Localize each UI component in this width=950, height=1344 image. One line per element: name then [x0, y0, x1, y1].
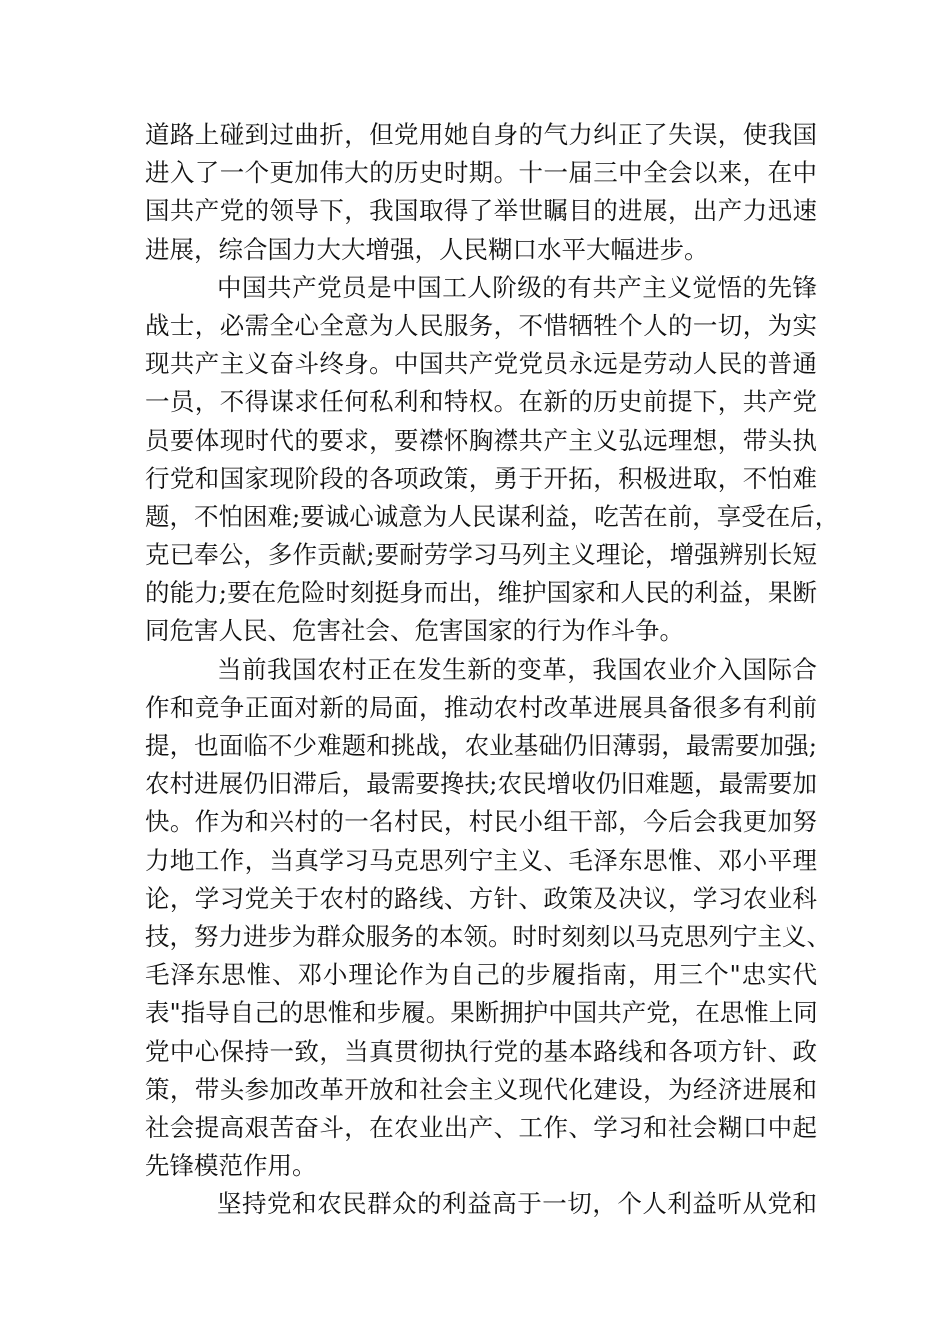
text-line: 中国共产党员是中国工人阶级的有共产主义觉悟的先锋 [217, 272, 817, 302]
text-line: 国共产党的领导下，我国取得了举世瞩目的进展，出产力迅速 [145, 196, 817, 226]
text-line: 进展，综合国力大大增强，人民糊口水平大幅进步。 [145, 234, 709, 264]
text-line: 道路上碰到过曲折，但党用她自身的气力纠正了失误，使我国 [145, 120, 817, 149]
text-line: 快。作为和兴村的一名村民，村民小组干部，今后会我更加努 [145, 807, 817, 837]
text-line: 先锋模范作用。 [145, 1151, 317, 1181]
text-line: 作和竞争正面对新的局面，推动农村改革进展具备很多有利前 [145, 692, 817, 722]
text-line: 战士，必需全心全意为人民服务，不惜牺牲个人的一切，为实 [145, 310, 817, 340]
text-line: 一员，不得谋求任何私利和特权。在新的历史前提下，共产党 [145, 387, 817, 417]
text-line: 策，带头参加改革开放和社会主义现代化建设，为经济进展和 [145, 1074, 817, 1104]
text-line: 的能力;要在危险时刻挺身而出，维护国家和人民的利益，果断 [145, 578, 817, 608]
text-line: 员要体现时代的要求，要襟怀胸襟共产主义弘远理想，带头执 [145, 425, 817, 455]
text-line: 坚持党和农民群众的利益高于一切，个人利益听从党和 [217, 1189, 817, 1219]
text-line: 力地工作，当真学习马克思列宁主义、毛泽东思惟、邓小平理 [145, 845, 817, 875]
text-line: 现共产主义奋斗终身。中国共产党党员永远是劳动人民的普通 [145, 349, 817, 379]
text-line: 毛泽东思惟、邓小理论作为自己的步履指南，用三个"忠实代 [145, 960, 817, 990]
text-line: 行党和国家现阶段的各项政策，勇于开拓，积极进取，不怕难 [145, 463, 817, 493]
paragraph [145, 116, 817, 269]
paragraph [145, 1185, 817, 1223]
text-line: 题，不怕困难;要诚心诚意为人民谋利益，吃苦在前，享受在后， [145, 501, 840, 531]
text-line: 进入了一个更加伟大的历史时期。十一届三中全会以来，在中 [145, 158, 817, 188]
text-line: 同危害人民、危害社会、危害国家的行为作斗争。 [145, 616, 684, 646]
text-line: 克已奉公，多作贡献;要耐劳学习马列主义理论，增强辨别长短 [145, 540, 817, 570]
text-line: 论，学习党关于农村的路线、方针、政策及决议，学习农业科 [145, 883, 817, 913]
paragraph [145, 651, 831, 1186]
text-line: 技，努力进步为群众服务的本领。时时刻刻以马克思列宁主义、 [145, 921, 831, 951]
document-body [145, 116, 840, 1223]
text-line: 农村进展仍旧滞后，最需要搀扶;农民增收仍旧难题，最需要加 [145, 769, 817, 799]
text-line: 表"指导自己的思惟和步履。果断拥护中国共产党，在思惟上同 [145, 998, 818, 1028]
text-line: 提，也面临不少难题和挑战，农业基础仍旧薄弱，最需要加强; [145, 731, 817, 760]
text-line: 当前我国农村正在发生新的变革，我国农业介入国际合 [217, 654, 817, 684]
text-line: 党中心保持一致，当真贯彻执行党的基本路线和各项方针、政 [145, 1036, 817, 1066]
paragraph [145, 269, 840, 651]
text-line: 社会提高艰苦奋斗，在农业出产、工作、学习和社会糊口中起 [145, 1112, 817, 1142]
